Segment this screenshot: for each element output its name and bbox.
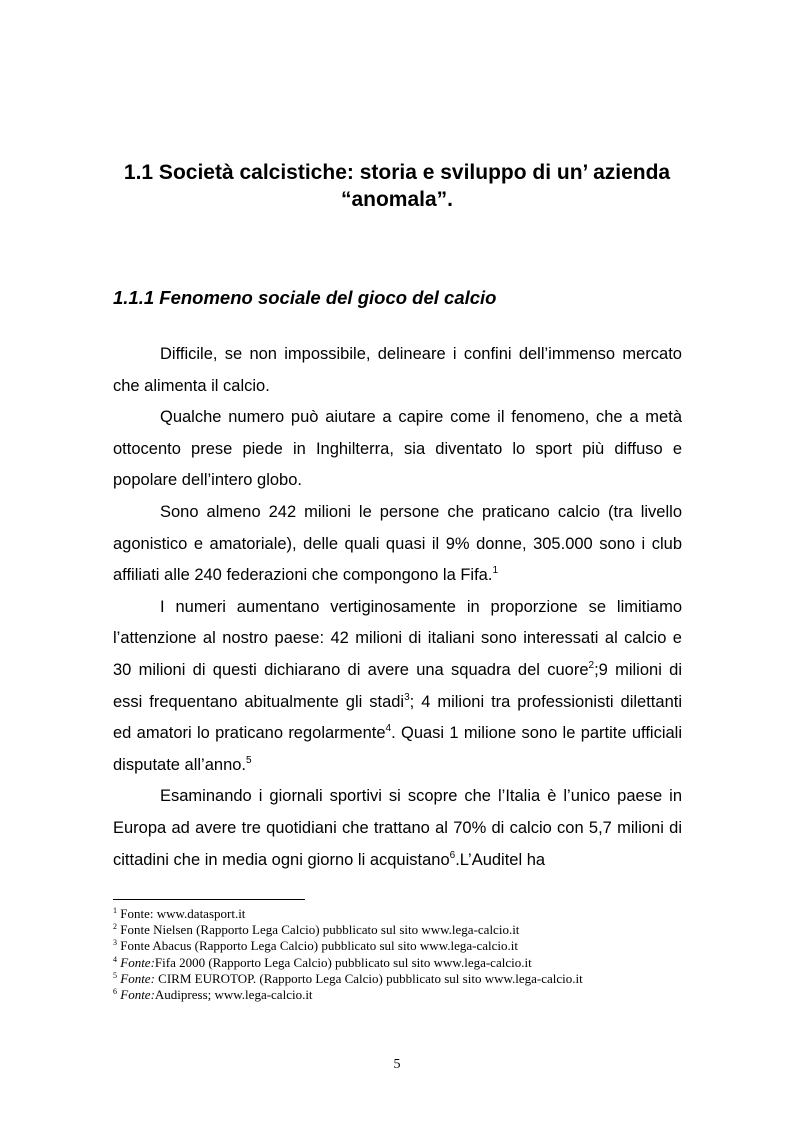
footnote-label: Fonte: xyxy=(117,954,155,970)
paragraph-5-text-a: Esaminando i giornali sportivi si scopre che l’Italia è l’unico paese in Europa ad avere tre quotidiani che trattano al 70% di calcio con 5,7 milioni di cittadini che in media ogni giorno li acquistano xyxy=(113,787,682,869)
footnote-2 xyxy=(113,922,693,938)
footnote-ref-1: 1 xyxy=(492,565,498,577)
chapter-title-line-1: 1.1 Società calcistiche: storia e sviluppo di un’ azienda xyxy=(123,161,671,184)
chapter-title xyxy=(112,159,682,213)
footnote-text: Audipress; www.lega-calcio.it xyxy=(154,987,313,1003)
paragraph-5 xyxy=(113,781,682,876)
footnote-text: Fonte Nielsen (Rapporto Lega Calcio) pubblicato sul sito www.lega-calcio.it xyxy=(117,922,520,938)
chapter-title-line-2: “anomala”. xyxy=(340,188,454,211)
paragraph-3-text: Sono almeno 242 milioni le persone che praticano calcio (tra livello agonistico e amatoriale), delle quali quasi il 9% donne, 305.000 sono i club affiliati alle 240 federazioni che compongono la Fifa. xyxy=(113,502,682,585)
footnote-ref-3: 3 xyxy=(404,691,410,703)
footnote-ref-6: 6 xyxy=(449,849,456,861)
footnote-number: 3 xyxy=(113,938,117,948)
footnote-number: 1 xyxy=(113,906,117,915)
footnote-5 xyxy=(113,971,693,987)
body-text xyxy=(113,339,682,876)
footnote-number: 4 xyxy=(113,954,117,964)
paragraph-4-text-d: . Quasi 1 milione sono le partite ufficiali disputate all’anno. xyxy=(113,724,683,774)
paragraph-4-text-c: ; 4 milioni tra professionisti dilettanti ed amatori lo praticano regolarmente xyxy=(113,692,682,743)
footnote-number: 2 xyxy=(113,922,117,932)
footnote-4 xyxy=(113,955,693,971)
page-number: 5 xyxy=(393,1057,401,1072)
paragraph-4 xyxy=(113,592,682,782)
paragraph-5-text-b: .L’Auditel ha xyxy=(455,850,546,869)
footnote-separator xyxy=(113,899,305,900)
footnote-label: Fonte: xyxy=(117,987,155,1003)
footnote-3 xyxy=(113,938,693,954)
footnote-6 xyxy=(113,987,693,1003)
paragraph-2: Qualche numero può aiutare a capire come il fenomeno, che a metà ottocento prese piede in Inghilterra, sia diventato lo sport più diffuso e popolare dell’intero globo. xyxy=(113,408,682,490)
footnotes xyxy=(113,906,693,1003)
footnote-text: Fonte: www.datasport.it xyxy=(117,906,246,921)
footnote-1 xyxy=(113,906,693,922)
paragraph-4-text-a: I numeri aumentano vertiginosamente in proporzione se limitiamo l’attenzione al nostro paese: 42 milioni di italiani sono interessati al calcio e 30 milioni di questi dichiarano di avere una squadra del cuore xyxy=(113,597,682,679)
footnote-ref-2: 2 xyxy=(588,659,595,671)
footnote-number: 5 xyxy=(113,970,117,980)
paragraph-1: Difficile, se non impossibile, delineare i confini dell’immenso mercato che alimenta il calcio. xyxy=(113,345,682,395)
footnote-text: Fifa 2000 (Rapporto Lega Calcio) pubblicato sul sito www.lega-calcio.it xyxy=(154,954,532,970)
paragraph-3 xyxy=(113,497,682,592)
footnote-label: Fonte: xyxy=(117,970,155,986)
footnote-text: Fonte Abacus (Rapporto Lega Calcio) pubblicato sul sito www.lega-calcio.it xyxy=(117,938,518,954)
paragraph-4-text-b: ;9 milioni di essi frequentano abitualmente gli stadi xyxy=(113,660,682,711)
footnote-number: 6 xyxy=(113,987,117,997)
footnote-ref-5: 5 xyxy=(246,754,252,766)
footnote-ref-4: 4 xyxy=(385,723,392,735)
section-title: 1.1.1 Fenomeno sociale del gioco del calcio xyxy=(113,287,497,308)
footnote-text: CIRM EUROTOP. (Rapporto Lega Calcio) pubblicato sul sito www.lega-calcio.it xyxy=(154,970,583,986)
